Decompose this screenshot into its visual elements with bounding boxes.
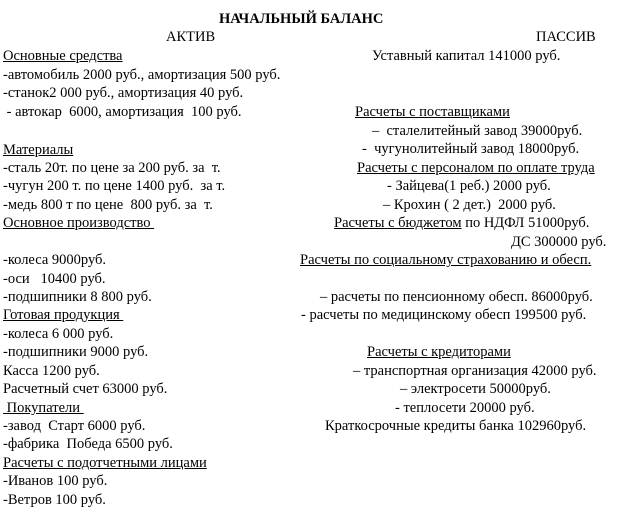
creditor-item: – электросети 50000руб. xyxy=(400,381,551,397)
budget-ds: ДС 300000 руб. xyxy=(511,234,607,250)
budget-ndfl: по НДФЛ 51000руб. xyxy=(461,215,590,231)
social-insurance-item: - расчеты по медицинскому обесп 199500 руб. xyxy=(301,307,587,323)
supplier-item: - чугунолитейный завод 18000руб. xyxy=(362,141,580,157)
production-heading: Основное производство xyxy=(3,215,155,231)
buyer-item: -завод Старт 6000 руб. xyxy=(3,418,146,434)
fixed-assets-heading: Основные средства xyxy=(3,48,123,64)
buyer-item: -фабрика Победа 6500 руб. xyxy=(3,436,173,452)
production-item: -колеса 9000руб. xyxy=(3,252,107,268)
materials-heading: Материалы xyxy=(3,142,74,158)
material-item: -чугун 200 т. по цене 1400 руб. за т. xyxy=(3,178,226,194)
production-item: -оси 10400 руб. xyxy=(3,271,106,287)
personnel-heading: Расчеты с персоналом по оплате труда xyxy=(357,160,595,176)
document-title: НАЧАЛЬНЫЙ БАЛАНС xyxy=(219,11,384,27)
creditor-item: - теплосети 20000 руб. xyxy=(395,400,535,416)
material-item: -сталь 20т. по цене за 200 руб. за т. xyxy=(3,160,221,176)
budget-line xyxy=(334,214,589,232)
budget-heading: Расчеты с бюджетом xyxy=(334,215,462,231)
personnel-item: - Зайцева(1 реб.) 2000 руб. xyxy=(387,178,551,194)
supplier-item: – сталелитейный завод 39000руб. xyxy=(372,123,583,139)
fixed-asset-item: -станок2 000 руб., амортизация 40 руб. xyxy=(3,85,244,101)
liability-header: ПАССИВ xyxy=(536,29,596,45)
creditors-heading: Расчеты с кредиторами xyxy=(367,344,511,360)
fixed-asset-item: - автокар 6000, амортизация 100 руб. xyxy=(3,104,242,120)
personnel-item: – Крохин ( 2 дет.) 2000 руб. xyxy=(383,197,556,213)
authorized-capital-line: Уставный капитал 141000 руб. xyxy=(372,48,561,64)
accountable-person-item: -Ветров 100 руб. xyxy=(3,492,106,508)
finished-goods-heading: Готовая продукция xyxy=(3,307,124,323)
cash-line: Касса 1200 руб. xyxy=(3,363,100,379)
fixed-asset-item: -автомобиль 2000 руб., амортизация 500 руб. xyxy=(3,67,281,83)
buyers-heading: Покупатели xyxy=(3,400,84,416)
social-insurance-heading: Расчеты по социальному страхованию и обесп. xyxy=(300,252,592,268)
accountable-person-item: -Иванов 100 руб. xyxy=(3,473,108,489)
material-item: -медь 800 т по цене 800 руб. за т. xyxy=(3,197,213,213)
suppliers-heading: Расчеты с поставщиками xyxy=(355,104,510,120)
finished-goods-item: -подшипники 9000 руб. xyxy=(3,344,149,360)
settlement-account-line: Расчетный счет 63000 руб. xyxy=(3,381,168,397)
creditor-item: – транспортная организация 42000 руб. xyxy=(353,363,597,379)
social-insurance-item: – расчеты по пенсионному обесп. 86000руб. xyxy=(320,289,593,305)
finished-goods-item: -колеса 6 000 руб. xyxy=(3,326,114,342)
accountable-persons-heading: Расчеты с подотчетными лицами xyxy=(3,455,207,471)
asset-header: АКТИВ xyxy=(166,29,216,45)
production-item: -подшипники 8 800 руб. xyxy=(3,289,152,305)
short-term-loans-line: Краткосрочные кредиты банка 102960руб. xyxy=(325,418,587,434)
